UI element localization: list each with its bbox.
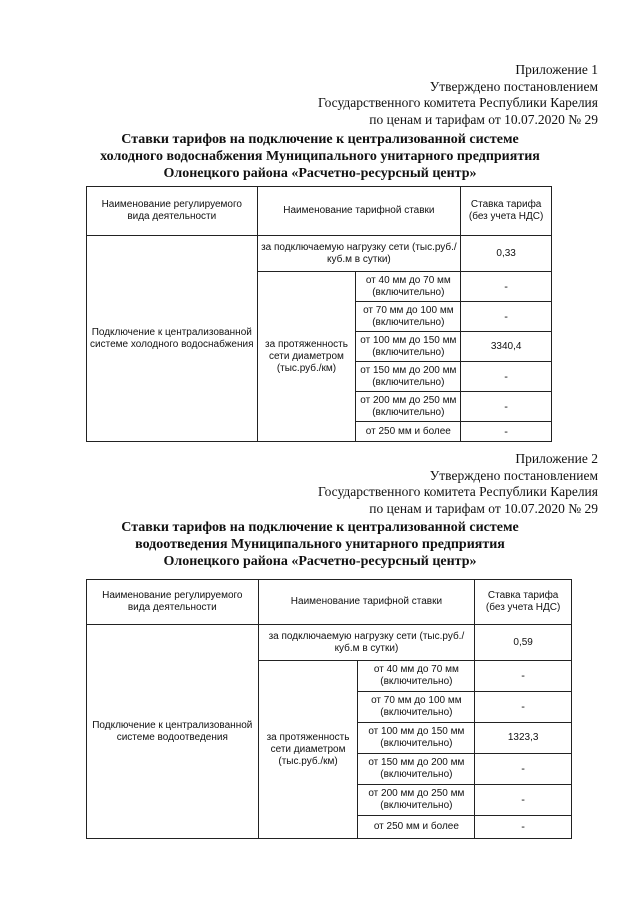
activity-cell: Подключение к централизованной системе водоотведения [87, 625, 259, 839]
rate-cell: - [461, 362, 552, 392]
header-line: Государственного комитета Республики Карелия [317, 484, 598, 499]
title-line: водоотведения Муниципального унитарного предприятия [135, 537, 505, 552]
col-header-activity: Наименование регулируемого вида деятельности [87, 580, 259, 625]
diameter-cell: от 150 мм до 200 мм (включительно) [356, 362, 461, 392]
appendix1-title [0, 131, 640, 182]
col-header-rate-value: Ставка тарифа (без учета НДС) [475, 580, 572, 625]
header-line: по ценам и тарифам от 10.07.2020 № 29 [369, 500, 598, 516]
title-line: Олонецкого района «Расчетно-ресурсный центр» [163, 166, 477, 181]
diameter-cell: от 100 мм до 150 мм (включительно) [358, 723, 475, 754]
diameter-cell: от 200 мм до 250 мм (включительно) [356, 392, 461, 422]
diameter-cell: от 200 мм до 250 мм (включительно) [358, 785, 475, 816]
diameter-cell: от 40 мм до 70 мм (включительно) [358, 661, 475, 692]
load-value: 0,59 [475, 625, 572, 661]
header-line: Утверждено постановлением [429, 78, 598, 94]
rate-cell: - [461, 272, 552, 302]
load-value: 0,33 [461, 236, 552, 272]
rate-cell: - [475, 754, 572, 785]
diameter-cell: от 250 мм и более [358, 816, 475, 839]
rate-cell: 1323,3 [475, 723, 572, 754]
col-header-rate-name: Наименование тарифной ставки [258, 580, 475, 625]
rate-cell: - [475, 692, 572, 723]
header-line: Утверждено постановлением [429, 467, 598, 483]
title-line: холодного водоснабжения Муниципального унитарного предприятия [100, 149, 540, 164]
length-label: за протяженность сети диаметром (тыс.руб./км) [258, 661, 358, 839]
tariff-table-1 [86, 186, 552, 442]
rate-cell: - [461, 392, 552, 422]
rate-cell: - [461, 422, 552, 442]
header-line: Приложение 2 [515, 451, 598, 466]
load-label: за подключаемую нагрузку сети (тыс.руб./куб.м в сутки) [257, 236, 461, 272]
appendix1-header [318, 62, 598, 128]
rate-cell: 3340,4 [461, 332, 552, 362]
appendix2-header [318, 451, 598, 517]
title-line: Ставки тарифов на подключение к централизованной системе [121, 132, 519, 147]
length-label: за протяженность сети диаметром (тыс.руб./км) [257, 272, 356, 442]
rate-cell: - [475, 661, 572, 692]
header-line: Приложение 1 [515, 62, 598, 77]
diameter-cell: от 100 мм до 150 мм (включительно) [356, 332, 461, 362]
col-header-rate-value: Ставка тарифа (без учета НДС) [461, 187, 552, 236]
diameter-cell: от 70 мм до 100 мм (включительно) [356, 302, 461, 332]
header-line: Государственного комитета Республики Карелия [317, 95, 598, 110]
tariff-table-2 [86, 579, 572, 839]
appendix2-title [0, 519, 640, 570]
col-header-activity: Наименование регулируемого вида деятельности [87, 187, 258, 236]
title-line: Олонецкого района «Расчетно-ресурсный центр» [163, 554, 477, 569]
rate-cell: - [475, 816, 572, 839]
rate-cell: - [461, 302, 552, 332]
diameter-cell: от 70 мм до 100 мм (включительно) [358, 692, 475, 723]
diameter-cell: от 40 мм до 70 мм (включительно) [356, 272, 461, 302]
rate-cell: - [475, 785, 572, 816]
title-line: Ставки тарифов на подключение к централизованной системе [121, 520, 519, 535]
diameter-cell: от 250 мм и более [356, 422, 461, 442]
load-label: за подключаемую нагрузку сети (тыс.руб./куб.м в сутки) [258, 625, 475, 661]
col-header-rate-name: Наименование тарифной ставки [257, 187, 461, 236]
activity-cell: Подключение к централизованной системе холодного водоснабжения [87, 236, 258, 442]
header-line: по ценам и тарифам от 10.07.2020 № 29 [369, 111, 598, 127]
diameter-cell: от 150 мм до 200 мм (включительно) [358, 754, 475, 785]
